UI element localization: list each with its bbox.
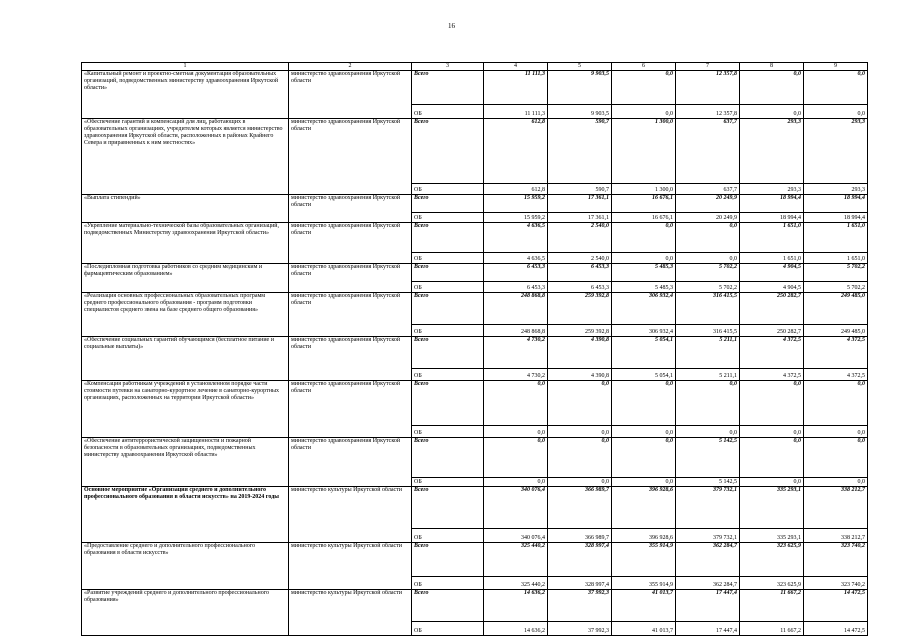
table-row bbox=[82, 438, 868, 478]
total-value-cell: 366 989,7 bbox=[548, 487, 612, 529]
activity-name: «Капитальный ремонт и проектно-сметная документация образовательных организаций, подведомственных министерству здравоохранения Иркутской области» bbox=[82, 71, 289, 119]
funding-kind-total: Всего bbox=[412, 487, 484, 529]
column-header: 2 bbox=[289, 63, 412, 71]
ob-value-cell: 396 928,6 bbox=[612, 529, 676, 543]
ob-value-cell: 316 415,5 bbox=[676, 325, 740, 337]
column-header: 4 bbox=[484, 63, 548, 71]
total-value-cell: 0,0 bbox=[612, 438, 676, 478]
ob-value-cell: 0,0 bbox=[484, 478, 548, 487]
budget-table bbox=[81, 62, 868, 636]
ob-value-cell: 6 453,3 bbox=[484, 282, 548, 293]
total-value-cell: 11 667,2 bbox=[740, 590, 804, 622]
column-header: 6 bbox=[612, 63, 676, 71]
funding-kind-ob: ОБ bbox=[412, 282, 484, 293]
activity-name: «Обеспечение социальных гарантий обучающимся (бесплатное питание и социальные выплаты)» bbox=[82, 337, 289, 381]
total-value-cell: 18 994,4 bbox=[740, 195, 804, 213]
total-value-cell: 5 211,1 bbox=[676, 337, 740, 369]
ob-value-cell: 14 636,2 bbox=[484, 622, 548, 636]
funding-kind-total: Всего bbox=[412, 543, 484, 577]
funding-kind-total: Всего bbox=[412, 337, 484, 369]
table-body bbox=[82, 71, 868, 636]
activity-name: «Укрепление материально-технической базы образовательных организаций, подведомственных Министерству здравоохранения Иркутской области» bbox=[82, 223, 289, 264]
table-row bbox=[82, 264, 868, 282]
total-value-cell: 355 914,9 bbox=[612, 543, 676, 577]
total-value-cell: 17 447,4 bbox=[676, 590, 740, 622]
activity-name: «Обеспечение антитеррористической защищенности и пожарной безопасности в образовательных организациях, подведомственных министерству здравоохранения Иркутской области» bbox=[82, 438, 289, 487]
ob-value-cell: 5 702,2 bbox=[676, 282, 740, 293]
responsible-executor: министерство здравоохранения Иркутской области bbox=[289, 119, 412, 195]
ob-value-cell: 590,7 bbox=[548, 184, 612, 195]
total-value-cell: 0,0 bbox=[740, 71, 804, 105]
total-value-cell: 362 284,7 bbox=[676, 543, 740, 577]
ob-value-cell: 249 485,0 bbox=[804, 325, 868, 337]
total-value-cell: 18 994,4 bbox=[804, 195, 868, 213]
column-header: 9 bbox=[804, 63, 868, 71]
activity-name: «Предоставление среднего и дополнительного профессионального образования в области искусств» bbox=[82, 543, 289, 590]
total-value-cell: 0,0 bbox=[484, 438, 548, 478]
ob-value-cell: 0,0 bbox=[612, 105, 676, 119]
responsible-executor: министерство здравоохранения Иркутской области bbox=[289, 71, 412, 119]
ob-value-cell: 0,0 bbox=[548, 478, 612, 487]
total-value-cell: 379 732,1 bbox=[676, 487, 740, 529]
funding-kind-total: Всего bbox=[412, 195, 484, 213]
funding-kind-total: Всего bbox=[412, 223, 484, 253]
ob-value-cell: 6 453,3 bbox=[548, 282, 612, 293]
total-value-cell: 5 142,5 bbox=[676, 438, 740, 478]
funding-kind-ob: ОБ bbox=[412, 184, 484, 195]
responsible-executor: министерство здравоохранения Иркутской области bbox=[289, 264, 412, 293]
ob-value-cell: 14 472,5 bbox=[804, 622, 868, 636]
table-row bbox=[82, 337, 868, 369]
total-value-cell: 1 651,0 bbox=[804, 223, 868, 253]
total-value-cell: 306 932,4 bbox=[612, 293, 676, 325]
funding-kind-ob: ОБ bbox=[412, 622, 484, 636]
funding-kind-ob: ОБ bbox=[412, 213, 484, 223]
total-value-cell: 4 730,2 bbox=[484, 337, 548, 369]
ob-value-cell: 0,0 bbox=[676, 253, 740, 264]
total-value-cell: 323 625,9 bbox=[740, 543, 804, 577]
total-value-cell: 4 372,5 bbox=[740, 337, 804, 369]
funding-kind-total: Всего bbox=[412, 264, 484, 282]
funding-kind-ob: ОБ bbox=[412, 577, 484, 590]
total-value-cell: 0,0 bbox=[804, 381, 868, 426]
ob-value-cell: 4 372,5 bbox=[804, 369, 868, 381]
funding-kind-total: Всего bbox=[412, 293, 484, 325]
ob-value-cell: 5 054,1 bbox=[612, 369, 676, 381]
ob-value-cell: 366 989,7 bbox=[548, 529, 612, 543]
ob-value-cell: 18 994,4 bbox=[804, 213, 868, 223]
total-value-cell: 325 440,2 bbox=[484, 543, 548, 577]
total-value-cell: 0,0 bbox=[548, 438, 612, 478]
funding-kind-ob: ОБ bbox=[412, 529, 484, 543]
total-value-cell: 4 636,5 bbox=[484, 223, 548, 253]
total-value-cell: 1 300,0 bbox=[612, 119, 676, 184]
ob-value-cell: 293,3 bbox=[804, 184, 868, 195]
ob-value-cell: 259 392,8 bbox=[548, 325, 612, 337]
total-value-cell: 9 903,5 bbox=[548, 71, 612, 105]
ob-value-cell: 293,3 bbox=[740, 184, 804, 195]
total-value-cell: 6 453,3 bbox=[484, 264, 548, 282]
responsible-executor: министерство культуры Иркутской области bbox=[289, 590, 412, 636]
ob-value-cell: 0,0 bbox=[612, 426, 676, 438]
ob-value-cell: 4 904,5 bbox=[740, 282, 804, 293]
funding-kind-ob: ОБ bbox=[412, 369, 484, 381]
total-value-cell: 249 485,0 bbox=[804, 293, 868, 325]
ob-value-cell: 16 676,1 bbox=[612, 213, 676, 223]
responsible-executor: министерство культуры Иркутской области bbox=[289, 487, 412, 543]
responsible-executor: министерство культуры Иркутской области bbox=[289, 543, 412, 590]
total-value-cell: 0,0 bbox=[740, 438, 804, 478]
ob-value-cell: 250 282,7 bbox=[740, 325, 804, 337]
total-value-cell: 637,7 bbox=[676, 119, 740, 184]
ob-value-cell: 338 212,7 bbox=[804, 529, 868, 543]
ob-value-cell: 1 651,0 bbox=[804, 253, 868, 264]
table-row bbox=[82, 381, 868, 426]
total-value-cell: 340 076,4 bbox=[484, 487, 548, 529]
total-value-cell: 5 702,2 bbox=[804, 264, 868, 282]
ob-value-cell: 248 868,8 bbox=[484, 325, 548, 337]
funding-kind-total: Всего bbox=[412, 438, 484, 478]
ob-value-cell: 41 013,7 bbox=[612, 622, 676, 636]
ob-value-cell: 4 390,8 bbox=[548, 369, 612, 381]
header-row bbox=[82, 63, 868, 71]
ob-value-cell: 0,0 bbox=[676, 426, 740, 438]
ob-value-cell: 340 076,4 bbox=[484, 529, 548, 543]
table-row bbox=[82, 293, 868, 325]
column-header: 8 bbox=[740, 63, 804, 71]
total-value-cell: 14 472,5 bbox=[804, 590, 868, 622]
ob-value-cell: 612,8 bbox=[484, 184, 548, 195]
ob-value-cell: 11 111,3 bbox=[484, 105, 548, 119]
total-value-cell: 0,0 bbox=[740, 381, 804, 426]
table-row bbox=[82, 71, 868, 105]
ob-value-cell: 0,0 bbox=[804, 426, 868, 438]
activity-name: «Компенсация работникам учреждений в установленном порядке части стоимости путевки на санаторно-курортное лечение в санаторно-курортных организациях, расположенных на территории Иркутской области» bbox=[82, 381, 289, 438]
ob-value-cell: 325 440,2 bbox=[484, 577, 548, 590]
activity-name: Основное мероприятие «Организация среднего и дополнительного профессионального образования в области искусств» на 2019-2024 годы bbox=[82, 487, 289, 543]
ob-value-cell: 1 651,0 bbox=[740, 253, 804, 264]
ob-value-cell: 0,0 bbox=[484, 426, 548, 438]
ob-value-cell: 0,0 bbox=[612, 253, 676, 264]
total-value-cell: 5 485,3 bbox=[612, 264, 676, 282]
table-row bbox=[82, 487, 868, 529]
ob-value-cell: 0,0 bbox=[740, 478, 804, 487]
ob-value-cell: 4 730,2 bbox=[484, 369, 548, 381]
total-value-cell: 4 390,8 bbox=[548, 337, 612, 369]
total-value-cell: 11 111,3 bbox=[484, 71, 548, 105]
ob-value-cell: 12 357,8 bbox=[676, 105, 740, 119]
funding-kind-ob: ОБ bbox=[412, 478, 484, 487]
total-value-cell: 293,3 bbox=[804, 119, 868, 184]
activity-name: «Развитие учреждений среднего и дополнительного профессионального образования» bbox=[82, 590, 289, 636]
funding-kind-total: Всего bbox=[412, 119, 484, 184]
total-value-cell: 250 282,7 bbox=[740, 293, 804, 325]
total-value-cell: 0,0 bbox=[676, 381, 740, 426]
ob-value-cell: 0,0 bbox=[548, 426, 612, 438]
ob-value-cell: 306 932,4 bbox=[612, 325, 676, 337]
table-row bbox=[82, 543, 868, 577]
total-value-cell: 335 293,1 bbox=[740, 487, 804, 529]
ob-value-cell: 4 636,5 bbox=[484, 253, 548, 264]
total-value-cell: 328 997,4 bbox=[548, 543, 612, 577]
column-header: 7 bbox=[676, 63, 740, 71]
activity-name: «Реализация основных профессиональных образовательных программ среднего профессионального образования - программ подготовки специалистов среднего звена на базе среднего общего образования» bbox=[82, 293, 289, 337]
total-value-cell: 590,7 bbox=[548, 119, 612, 184]
responsible-executor: министерство здравоохранения Иркутской области bbox=[289, 438, 412, 487]
ob-value-cell: 9 903,5 bbox=[548, 105, 612, 119]
total-value-cell: 4 372,5 bbox=[804, 337, 868, 369]
total-value-cell: 14 636,2 bbox=[484, 590, 548, 622]
total-value-cell: 37 992,3 bbox=[548, 590, 612, 622]
total-value-cell: 41 013,7 bbox=[612, 590, 676, 622]
ob-value-cell: 0,0 bbox=[612, 478, 676, 487]
ob-value-cell: 4 372,5 bbox=[740, 369, 804, 381]
ob-value-cell: 328 997,4 bbox=[548, 577, 612, 590]
total-value-cell: 0,0 bbox=[548, 381, 612, 426]
funding-kind-ob: ОБ bbox=[412, 105, 484, 119]
total-value-cell: 0,0 bbox=[804, 438, 868, 478]
ob-value-cell: 5 211,1 bbox=[676, 369, 740, 381]
funding-kind-total: Всего bbox=[412, 590, 484, 622]
responsible-executor: министерство здравоохранения Иркутской области bbox=[289, 381, 412, 438]
ob-value-cell: 0,0 bbox=[740, 105, 804, 119]
table-row bbox=[82, 590, 868, 622]
ob-value-cell: 17 447,4 bbox=[676, 622, 740, 636]
total-value-cell: 6 453,3 bbox=[548, 264, 612, 282]
page-number: 16 bbox=[448, 22, 455, 30]
ob-value-cell: 1 300,0 bbox=[612, 184, 676, 195]
total-value-cell: 4 904,5 bbox=[740, 264, 804, 282]
table-row bbox=[82, 195, 868, 213]
total-value-cell: 2 540,0 bbox=[548, 223, 612, 253]
activity-name: «Выплата стипендий» bbox=[82, 195, 289, 223]
total-value-cell: 0,0 bbox=[612, 223, 676, 253]
ob-value-cell: 11 667,2 bbox=[740, 622, 804, 636]
total-value-cell: 259 392,8 bbox=[548, 293, 612, 325]
total-value-cell: 16 676,1 bbox=[612, 195, 676, 213]
column-header: 5 bbox=[548, 63, 612, 71]
total-value-cell: 0,0 bbox=[612, 381, 676, 426]
funding-kind-total: Всего bbox=[412, 71, 484, 105]
ob-value-cell: 37 992,3 bbox=[548, 622, 612, 636]
ob-value-cell: 15 959,2 bbox=[484, 213, 548, 223]
total-value-cell: 0,0 bbox=[804, 71, 868, 105]
ob-value-cell: 323 740,2 bbox=[804, 577, 868, 590]
funding-kind-total: Всего bbox=[412, 381, 484, 426]
total-value-cell: 0,0 bbox=[612, 71, 676, 105]
ob-value-cell: 637,7 bbox=[676, 184, 740, 195]
ob-value-cell: 362 284,7 bbox=[676, 577, 740, 590]
total-value-cell: 396 928,6 bbox=[612, 487, 676, 529]
ob-value-cell: 2 540,0 bbox=[548, 253, 612, 264]
ob-value-cell: 18 994,4 bbox=[740, 213, 804, 223]
activity-name: «Последипломная подготовка работников со средним медицинским и фармацевтическим образованием» bbox=[82, 264, 289, 293]
responsible-executor: министерство здравоохранения Иркутской области bbox=[289, 293, 412, 337]
column-header: 3 bbox=[412, 63, 484, 71]
ob-value-cell: 379 732,1 bbox=[676, 529, 740, 543]
ob-value-cell: 20 249,9 bbox=[676, 213, 740, 223]
ob-value-cell: 0,0 bbox=[804, 105, 868, 119]
total-value-cell: 15 959,2 bbox=[484, 195, 548, 213]
total-value-cell: 316 415,5 bbox=[676, 293, 740, 325]
responsible-executor: министерство здравоохранения Иркутской области bbox=[289, 195, 412, 223]
ob-value-cell: 5 485,3 bbox=[612, 282, 676, 293]
total-value-cell: 323 740,2 bbox=[804, 543, 868, 577]
ob-value-cell: 355 914,9 bbox=[612, 577, 676, 590]
ob-value-cell: 335 293,1 bbox=[740, 529, 804, 543]
ob-value-cell: 323 625,9 bbox=[740, 577, 804, 590]
total-value-cell: 293,3 bbox=[740, 119, 804, 184]
total-value-cell: 17 361,1 bbox=[548, 195, 612, 213]
total-value-cell: 612,8 bbox=[484, 119, 548, 184]
ob-value-cell: 5 142,5 bbox=[676, 478, 740, 487]
total-value-cell: 248 868,8 bbox=[484, 293, 548, 325]
ob-value-cell: 0,0 bbox=[804, 478, 868, 487]
total-value-cell: 338 212,7 bbox=[804, 487, 868, 529]
responsible-executor: министерство здравоохранения Иркутской области bbox=[289, 223, 412, 264]
activity-name: «Обеспечение гарантий и компенсаций для лиц, работающих в образовательных организациях, учредителем которых является министерство здравоохранения Иркутской области, расположенных в районах Крайнего Севера и приравненных к ним местностях» bbox=[82, 119, 289, 195]
responsible-executor: министерство здравоохранения Иркутской области bbox=[289, 337, 412, 381]
funding-kind-ob: ОБ bbox=[412, 325, 484, 337]
ob-value-cell: 17 361,1 bbox=[548, 213, 612, 223]
total-value-cell: 0,0 bbox=[484, 381, 548, 426]
total-value-cell: 20 249,9 bbox=[676, 195, 740, 213]
total-value-cell: 5 054,1 bbox=[612, 337, 676, 369]
column-header: 1 bbox=[82, 63, 289, 71]
total-value-cell: 5 702,2 bbox=[676, 264, 740, 282]
total-value-cell: 1 651,0 bbox=[740, 223, 804, 253]
table-row bbox=[82, 223, 868, 253]
ob-value-cell: 0,0 bbox=[740, 426, 804, 438]
funding-kind-ob: ОБ bbox=[412, 253, 484, 264]
funding-kind-ob: ОБ bbox=[412, 426, 484, 438]
total-value-cell: 0,0 bbox=[676, 223, 740, 253]
ob-value-cell: 5 702,2 bbox=[804, 282, 868, 293]
table-row bbox=[82, 119, 868, 184]
total-value-cell: 12 357,8 bbox=[676, 71, 740, 105]
